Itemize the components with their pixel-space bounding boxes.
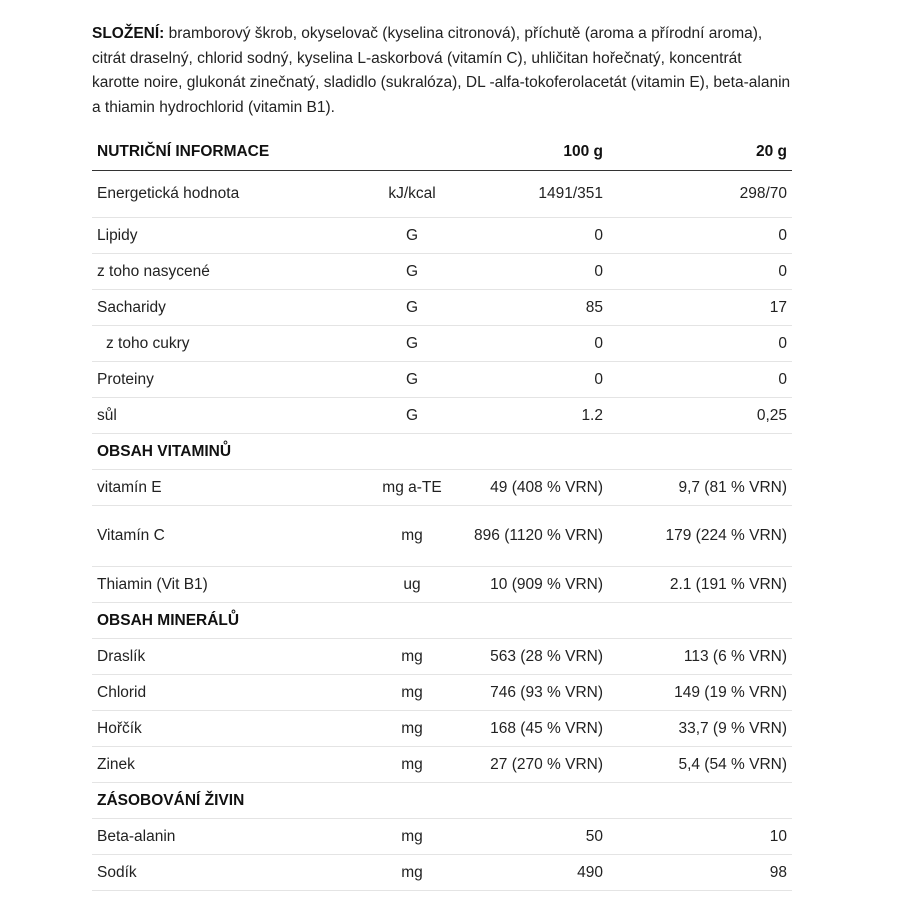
value-per-100g: 0 — [460, 326, 608, 362]
nutrient-name: vitamín E — [92, 470, 364, 506]
table-row — [92, 254, 792, 290]
composition-paragraph — [92, 22, 792, 120]
nutrient-unit: G — [364, 326, 460, 362]
nutrient-name: Energetická hodnota — [92, 171, 364, 218]
nutrient-unit: ug — [364, 567, 460, 603]
value-per-20g: 33,7 (9 % VRN) — [608, 711, 792, 747]
value-per-20g: 98 — [608, 855, 792, 891]
value-per-100g: 563 (28 % VRN) — [460, 639, 608, 675]
nutrient-unit: mg — [364, 506, 460, 567]
section-title: OBSAH MINERÁLŮ — [92, 603, 792, 639]
table-row — [92, 675, 792, 711]
header-unit — [364, 134, 460, 171]
value-per-100g: 27 (270 % VRN) — [460, 747, 608, 783]
section-row-minerals — [92, 603, 792, 639]
section-row-nutrient-supply — [92, 783, 792, 819]
nutrient-name: Lipidy — [92, 218, 364, 254]
section-title: ZÁSOBOVÁNÍ ŽIVIN — [92, 783, 792, 819]
value-per-20g: 0 — [608, 254, 792, 290]
nutrient-name: Hořčík — [92, 711, 364, 747]
table-row — [92, 218, 792, 254]
value-per-20g: 0 — [608, 326, 792, 362]
value-per-100g: 10 (909 % VRN) — [460, 567, 608, 603]
value-per-20g: 149 (19 % VRN) — [608, 675, 792, 711]
table-row — [92, 639, 792, 675]
nutrient-unit: kJ/kcal — [364, 171, 460, 218]
nutrient-name: Sodík — [92, 855, 364, 891]
table-row — [92, 711, 792, 747]
value-per-100g: 85 — [460, 290, 608, 326]
value-per-20g: 298/70 — [608, 171, 792, 218]
value-per-20g: 17 — [608, 290, 792, 326]
table-row — [92, 567, 792, 603]
nutrient-unit: mg a-TE — [364, 470, 460, 506]
value-per-20g: 0 — [608, 218, 792, 254]
nutrient-name: Proteiny — [92, 362, 364, 398]
table-row — [92, 819, 792, 855]
nutrient-name: Sacharidy — [92, 290, 364, 326]
nutrient-unit: G — [364, 398, 460, 434]
table-header-row — [92, 134, 792, 171]
nutrient-unit: mg — [364, 747, 460, 783]
nutrient-name: Beta-alanin — [92, 819, 364, 855]
value-per-20g: 179 (224 % VRN) — [608, 506, 792, 567]
nutrient-unit: G — [364, 362, 460, 398]
value-per-100g: 896 (1120 % VRN) — [460, 506, 608, 567]
value-per-100g: 1.2 — [460, 398, 608, 434]
section-title: OBSAH VITAMINŮ — [92, 434, 792, 470]
value-per-20g: 113 (6 % VRN) — [608, 639, 792, 675]
nutrient-unit: mg — [364, 675, 460, 711]
value-per-100g: 0 — [460, 218, 608, 254]
value-per-100g: 1491/351 — [460, 171, 608, 218]
table-row — [92, 171, 792, 218]
header-name: NUTRIČNÍ INFORMACE — [92, 134, 364, 171]
nutrient-name: Chlorid — [92, 675, 364, 711]
nutrient-unit: G — [364, 254, 460, 290]
nutrient-name: z toho cukry — [92, 326, 364, 362]
table-row — [92, 326, 792, 362]
nutrient-unit: G — [364, 218, 460, 254]
nutrient-name: sůl — [92, 398, 364, 434]
value-per-20g: 2.1 (191 % VRN) — [608, 567, 792, 603]
nutrient-name: Vitamín C — [92, 506, 364, 567]
value-per-100g: 0 — [460, 254, 608, 290]
value-per-100g: 49 (408 % VRN) — [460, 470, 608, 506]
nutrient-unit: mg — [364, 711, 460, 747]
value-per-20g: 0 — [608, 362, 792, 398]
table-row — [92, 290, 792, 326]
composition-text: bramborový škrob, okyselovač (kyselina citronová), příchutě (aroma a přírodní aroma), citrát draselný, chlorid sodný, kyselina L-askorbová (vitamín C), uhličitan hořečnatý, koncentrát karotte noire, glukonát zinečnatý, sladidlo (sukralóza), DL -alfa-tokoferolacetát (vitamin E), beta-alanin a thiamin hydrochlorid (vitamin B1). — [92, 25, 791, 116]
nutrition-table — [92, 134, 792, 891]
nutrient-name: Thiamin (Vit B1) — [92, 567, 364, 603]
nutrient-unit: mg — [364, 819, 460, 855]
table-row — [92, 747, 792, 783]
table-row — [92, 362, 792, 398]
header-per-20g: 20 g — [608, 134, 792, 171]
nutrient-unit: mg — [364, 855, 460, 891]
value-per-100g: 490 — [460, 855, 608, 891]
nutrient-unit: mg — [364, 639, 460, 675]
value-per-100g: 0 — [460, 362, 608, 398]
value-per-20g: 0,25 — [608, 398, 792, 434]
composition-label: SLOŽENÍ: — [92, 25, 165, 42]
nutrient-name: z toho nasycené — [92, 254, 364, 290]
nutrient-name: Draslík — [92, 639, 364, 675]
header-per-100g: 100 g — [460, 134, 608, 171]
nutrient-unit: G — [364, 290, 460, 326]
value-per-20g: 5,4 (54 % VRN) — [608, 747, 792, 783]
value-per-100g: 746 (93 % VRN) — [460, 675, 608, 711]
table-row — [92, 470, 792, 506]
table-row — [92, 506, 792, 567]
table-row — [92, 398, 792, 434]
value-per-100g: 50 — [460, 819, 608, 855]
table-row — [92, 855, 792, 891]
value-per-100g: 168 (45 % VRN) — [460, 711, 608, 747]
nutrient-name: Zinek — [92, 747, 364, 783]
section-row-vitamins — [92, 434, 792, 470]
value-per-20g: 10 — [608, 819, 792, 855]
value-per-20g: 9,7 (81 % VRN) — [608, 470, 792, 506]
